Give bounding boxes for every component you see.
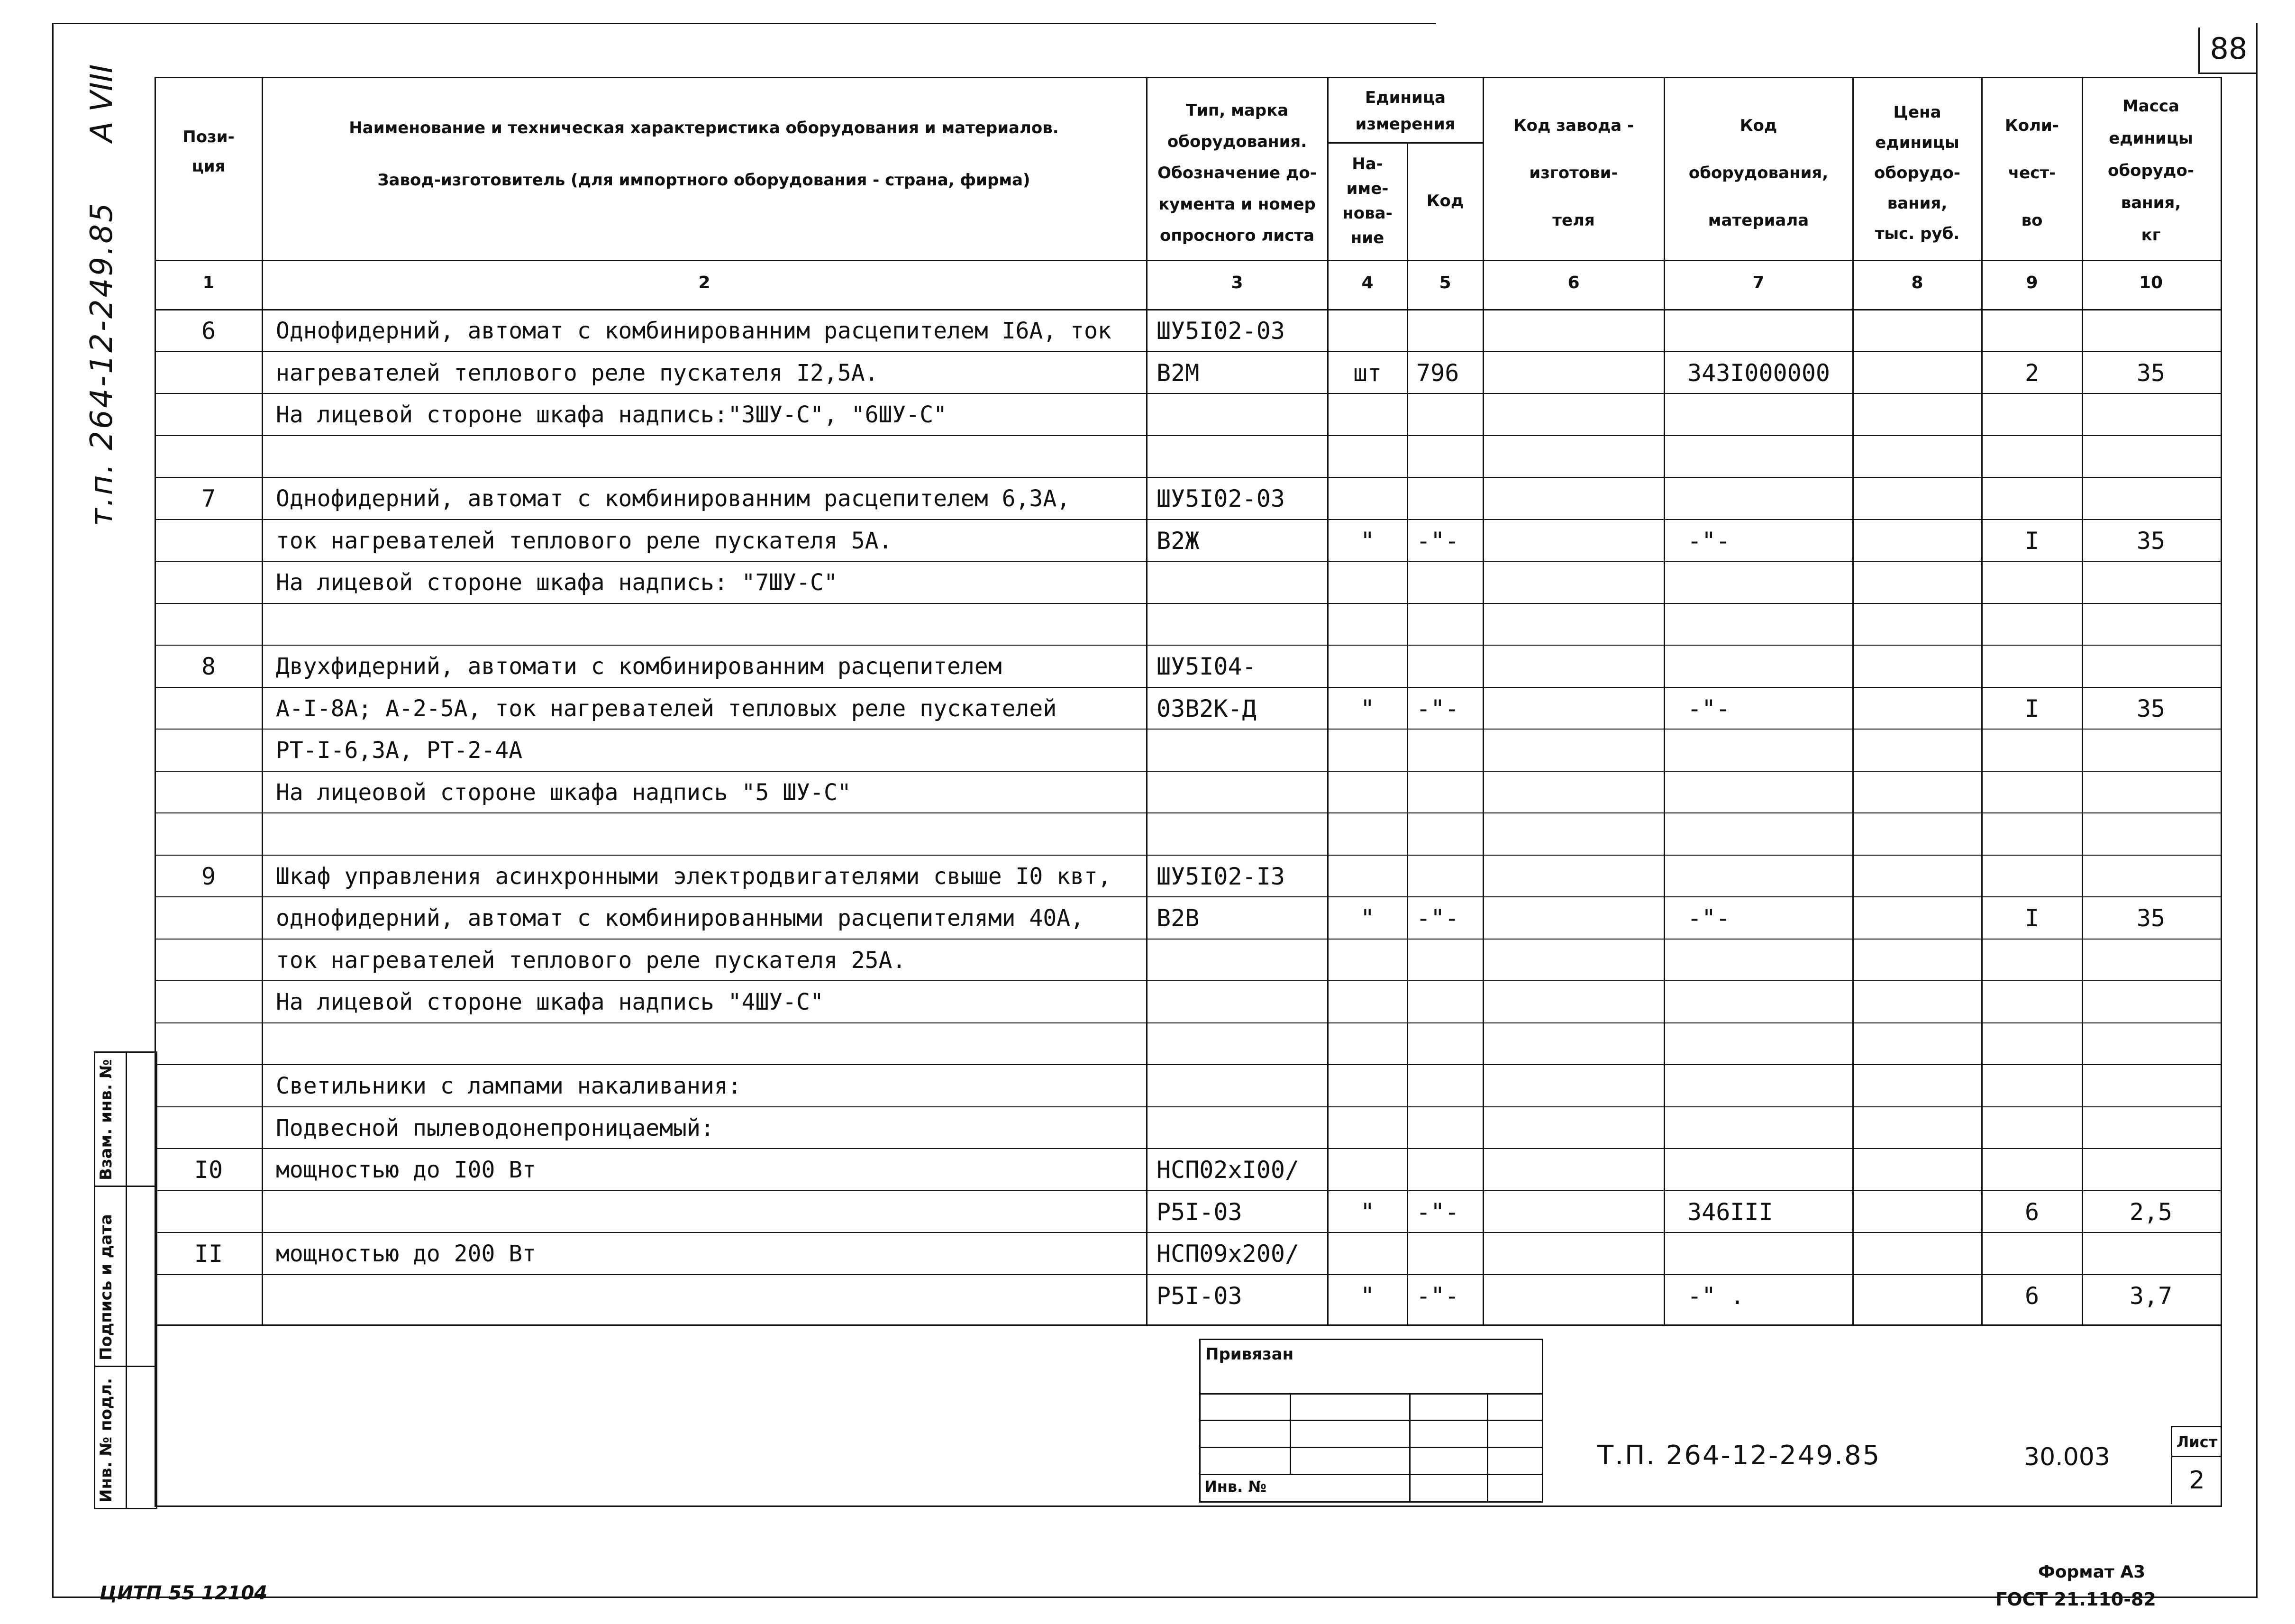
sheet-box <box>2171 1426 2221 1504</box>
col-line-5 <box>1483 77 1484 1324</box>
cell-unit: " <box>1360 694 1375 722</box>
side-stamp-label-2: Подпись и дата <box>97 1214 116 1360</box>
cell-mass: 35 <box>2136 527 2166 555</box>
header-bottom-line <box>155 260 2221 261</box>
cell-mass: 3,7 <box>2129 1282 2173 1310</box>
cell-type: ШУ5I02-I3 <box>1157 862 1285 890</box>
cell-name: На лицеовой стороне шкафа надпись "5 ШУ-С" <box>276 779 851 806</box>
footer-format: Формат А3 <box>2038 1562 2146 1582</box>
cell-type: Р5I-03 <box>1157 1198 1242 1226</box>
cell-code: -"- <box>1416 694 1459 722</box>
cell-name: Однофидерний, автомат с комбинированним расцепителем I6А, ток <box>276 318 1111 344</box>
cell-mass: 35 <box>2136 694 2166 722</box>
bottom-frame-line <box>52 1597 2258 1598</box>
right-frame-line <box>2256 23 2258 1597</box>
side-stamp-label-3: Инв. № подл. <box>97 1378 116 1503</box>
sheet-code: 30.003 <box>2024 1443 2110 1471</box>
cell-type: В2М <box>1157 359 1200 387</box>
header-unit-code: Код <box>1426 192 1464 210</box>
cell-name: На лицевой стороне шкафа надпись: "7ШУ-С" <box>276 569 838 596</box>
cell-mass: 2,5 <box>2129 1198 2173 1226</box>
header-unit-group: Единица измерения <box>1355 88 1456 134</box>
cell-name: мощностью до 200 Вт <box>276 1241 537 1267</box>
cell-code: -"- <box>1416 1282 1459 1310</box>
top-border-line <box>52 23 1436 24</box>
col-line-3 <box>1327 77 1329 1324</box>
cell-qty: 6 <box>2024 1198 2040 1226</box>
cell-pos: II <box>194 1240 223 1268</box>
cell-type: НСП02хI00/ <box>1157 1156 1300 1184</box>
side-stamp-label-1: Взам. инв. № <box>97 1059 116 1180</box>
cell-name: мощностью до I00 Вт <box>276 1157 537 1183</box>
cell-unit: " <box>1360 1198 1375 1226</box>
colnum-2: 2 <box>698 273 710 292</box>
side-album: А VIII <box>84 64 119 142</box>
cell-unit: " <box>1360 904 1375 932</box>
cell-qty: 2 <box>2024 359 2040 387</box>
cell-pos: I0 <box>194 1156 223 1184</box>
attached-stamp-box <box>1199 1339 1543 1503</box>
cell-pos: 6 <box>201 317 216 345</box>
cell-equip: -"- <box>1687 904 1730 932</box>
colnum-4: 4 <box>1361 273 1374 292</box>
colnum-bottom-line <box>155 309 2221 310</box>
cell-unit: " <box>1360 527 1375 555</box>
inv-label: Инв. № <box>1204 1478 1266 1496</box>
colnum-10: 10 <box>2139 273 2163 292</box>
side-title: т.п. 264-12-249.85 <box>84 201 119 526</box>
cell-name: ток нагревателей теплового реле пускателя 25А. <box>276 947 906 974</box>
header-quantity: Коли- чест- во <box>2005 116 2059 230</box>
cell-type: В2В <box>1157 904 1200 932</box>
sheet-value: 2 <box>2189 1466 2205 1495</box>
header-factory-code: Код завода - изготови- теля <box>1513 116 1634 230</box>
header-name: Наименование и техническая характеристика оборудования и материалов. Завод-изготовитель (для импортного оборудования - страна, фирма) <box>349 119 1059 190</box>
colnum-9: 9 <box>2026 273 2038 292</box>
header-position: Пози- ция <box>182 128 235 176</box>
cell-qty: 6 <box>2024 1282 2040 1310</box>
cell-pos: 8 <box>201 653 216 680</box>
sheet-label: Лист <box>2176 1433 2218 1451</box>
sheet-number-box <box>2198 27 2258 74</box>
cell-name: нагревателей теплового реле пускателя I2,5А. <box>276 359 879 386</box>
header-unit-price: Цена единицы оборудо- вания, тыс. руб. <box>1874 103 1960 243</box>
attached-label: Привязан <box>1205 1345 1294 1364</box>
header-mass: Масса единицы оборудо- вания, кг <box>2108 97 2194 245</box>
cell-name: А-I-8А; А-2-5А, ток нагревателей тепловых реле пускателей <box>276 695 1057 722</box>
cell-name: Подвесной пылеводонепроницаемый: <box>276 1114 714 1141</box>
cell-type: НСП09х200/ <box>1157 1240 1300 1268</box>
cell-qty: I <box>2024 694 2040 722</box>
cell-name: Светильники с лампами накаливания: <box>276 1073 742 1099</box>
sheet-number: 88 <box>2210 31 2248 66</box>
cell-name: РТ-I-6,3А, РТ-2-4А <box>276 737 523 764</box>
colnum-1: 1 <box>202 273 215 292</box>
cell-name: На лицевой стороне шкафа надпись:"3ШУ-С", "6ШУ-С" <box>276 401 947 428</box>
cell-code: -"- <box>1416 1198 1459 1226</box>
cell-type: 03В2К-Д <box>1157 694 1257 722</box>
cell-equip: -"- <box>1687 527 1730 555</box>
col-line-2 <box>1146 77 1148 1324</box>
cell-name: однофидерний, автомат с комбинированными расцепителями 40А, <box>276 905 1084 931</box>
cell-code: 796 <box>1416 359 1459 387</box>
colnum-3: 3 <box>1231 273 1243 292</box>
cell-code: -"- <box>1416 527 1459 555</box>
cell-equip: -" . <box>1687 1282 1745 1310</box>
footer-left-code: ЦИТП 55 12104 <box>100 1582 268 1604</box>
cell-name: Однофидерний, автомат с комбинированним расцепителем 6,3А, <box>276 485 1071 512</box>
cell-type: В2Ж <box>1157 527 1200 555</box>
col-line-4 <box>1407 142 1408 1324</box>
cell-qty: I <box>2024 904 2040 932</box>
colnum-7: 7 <box>1752 273 1765 292</box>
col-line-8 <box>1981 77 1983 1324</box>
cell-name: ток нагревателей теплового реле пускателя 5А. <box>276 527 892 554</box>
cell-mass: 35 <box>2136 359 2166 387</box>
doc-code: Т.П. 264-12-249.85 <box>1597 1440 1881 1471</box>
cell-name: На лицевой стороне шкафа надпись "4ШУ-С" <box>276 989 824 1015</box>
cell-mass: 35 <box>2136 904 2166 932</box>
cell-unit: " <box>1360 1282 1375 1310</box>
cell-pos: 9 <box>201 862 216 890</box>
col-line-1 <box>262 77 263 1324</box>
unit-group-line <box>1327 142 1483 144</box>
colnum-8: 8 <box>1911 273 1923 292</box>
cell-type: ШУ5I04- <box>1157 653 1257 680</box>
col-line-7 <box>1852 77 1854 1324</box>
cell-type: ШУ5I02-03 <box>1157 317 1285 345</box>
colnum-5: 5 <box>1439 273 1451 292</box>
cell-equip: 343I000000 <box>1687 359 1831 387</box>
colnum-6: 6 <box>1567 273 1580 292</box>
cell-code: -"- <box>1416 904 1459 932</box>
header-unit-name: На- име- нова- ние <box>1342 155 1393 247</box>
col-line-6 <box>1664 77 1665 1324</box>
col-line-9 <box>2082 77 2083 1324</box>
cell-pos: 7 <box>201 485 216 512</box>
cell-type: ШУ5I02-03 <box>1157 485 1285 512</box>
left-frame-line <box>52 23 54 1597</box>
header-type: Тип, марка оборудования. Обозначение до- кумента и номер опросного листа <box>1157 101 1317 245</box>
footer-gost: ГОСТ 21.110-82 <box>1995 1589 2156 1610</box>
header-equipment-code: Код оборудования, материала <box>1688 116 1829 230</box>
cell-qty: I <box>2024 527 2040 555</box>
table-body-bottom-line <box>155 1324 2221 1326</box>
cell-type: Р5I-03 <box>1157 1282 1242 1310</box>
cell-name: Двухфидерний, автомати с комбинированним расцепителем <box>276 653 1002 680</box>
cell-equip: -"- <box>1687 694 1730 722</box>
cell-name: Шкаф управления асинхронными электродвигателями свыше I0 квт, <box>276 863 1111 890</box>
cell-unit: шт <box>1353 359 1382 387</box>
cell-equip: 346III <box>1687 1198 1773 1226</box>
